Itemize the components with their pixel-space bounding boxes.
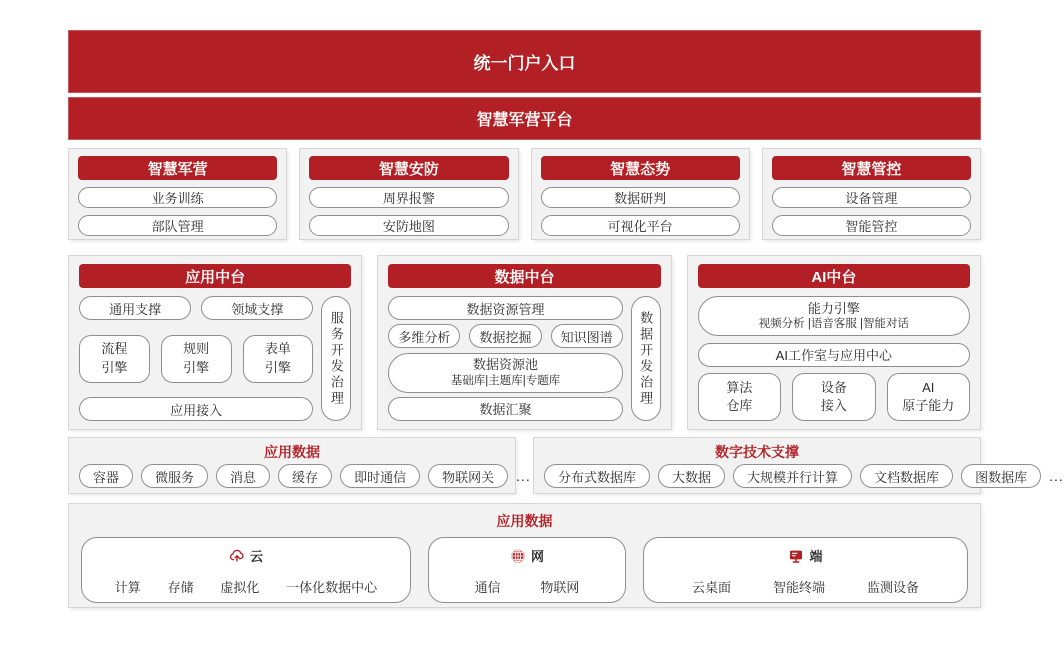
ai-cell-line: AI bbox=[922, 379, 935, 395]
tech-pill: 图数据库 bbox=[961, 464, 1041, 488]
tech-pill: 大规模并行计算 bbox=[733, 464, 852, 488]
section-middleware bbox=[68, 437, 531, 494]
service-governance-pill: 服务开发治理 bbox=[321, 296, 351, 421]
infra-group-label: 云 bbox=[249, 549, 263, 564]
capability-pill: 通用支撑 bbox=[79, 296, 191, 320]
support-row bbox=[68, 437, 1064, 494]
infra-group-label: 端 bbox=[809, 549, 823, 564]
portal-banner-label: 统一门户入口 bbox=[473, 54, 576, 73]
infra-item: 监测设备 bbox=[866, 580, 919, 595]
infra-item: 云桌面 bbox=[691, 580, 731, 595]
ellipsis-label: ... bbox=[1049, 468, 1064, 484]
engine-line: 表单 bbox=[264, 341, 291, 357]
section-smart-camp bbox=[68, 148, 287, 240]
section-title: 应用数据 bbox=[496, 513, 553, 529]
ai-engine-title: 能力引擎 bbox=[807, 300, 860, 316]
section-title: 智慧管控 bbox=[772, 156, 971, 180]
capability-pill: 数据研判 bbox=[541, 187, 740, 208]
section-title: 智慧军营 bbox=[78, 156, 277, 180]
smart-sections-row bbox=[68, 148, 981, 240]
section-title: 智慧态势 bbox=[541, 156, 740, 180]
ai-cell-line: 接入 bbox=[820, 398, 847, 413]
ellipsis-label: ... bbox=[516, 468, 531, 484]
capability-pill: 部队管理 bbox=[78, 215, 277, 236]
capability-pill: 领域支撑 bbox=[201, 296, 313, 320]
capability-pill: 应用接入 bbox=[79, 397, 313, 421]
capability-pill: 安防地图 bbox=[309, 215, 508, 236]
cloud-upload-icon bbox=[229, 548, 245, 564]
section-title: 应用数据 bbox=[264, 444, 320, 460]
data-pool-title: 数据资源池 bbox=[472, 357, 538, 373]
architecture-diagram bbox=[68, 30, 1064, 608]
platforms-row bbox=[68, 255, 981, 430]
infra-item: 物联网 bbox=[540, 580, 580, 595]
tech-pill: 大数据 bbox=[658, 464, 725, 488]
portal-banner bbox=[68, 30, 981, 93]
section-title: AI中台 bbox=[698, 264, 970, 288]
ai-cell-line: 仓库 bbox=[726, 398, 753, 413]
globe-icon bbox=[510, 548, 526, 564]
infra-box-terminal bbox=[643, 537, 968, 603]
ai-cell-box bbox=[792, 373, 875, 421]
data-pool-sub: 基础库|主题库|专题库 bbox=[450, 374, 561, 387]
platform-banner-label: 智慧军营平台 bbox=[476, 112, 573, 129]
section-infrastructure bbox=[68, 503, 981, 608]
middleware-pill: 缓存 bbox=[278, 464, 332, 488]
capability-pill: 可视化平台 bbox=[541, 215, 740, 236]
ai-engine-sub: 视频分析 |语音客服 |智能对话 bbox=[758, 317, 910, 330]
middleware-pill: 容器 bbox=[79, 464, 133, 488]
section-ai-platform bbox=[687, 255, 981, 430]
section-title: 数字技术支撑 bbox=[715, 444, 799, 460]
middleware-pill: 消息 bbox=[216, 464, 270, 488]
tech-pill: 文档数据库 bbox=[860, 464, 953, 488]
section-tech-support bbox=[533, 437, 1064, 494]
ai-cell-line: 算法 bbox=[726, 379, 753, 395]
engine-box bbox=[243, 335, 314, 383]
data-pool-pill bbox=[388, 353, 622, 393]
middleware-pill: 物联网关 bbox=[428, 464, 508, 488]
infra-group-label: 网 bbox=[530, 549, 544, 564]
infra-box-cloud bbox=[81, 537, 411, 603]
tech-pill: 分布式数据库 bbox=[544, 464, 650, 488]
ai-cell-box bbox=[698, 373, 781, 421]
section-smart-control bbox=[762, 148, 981, 240]
ai-cell-box bbox=[887, 373, 970, 421]
infra-item: 存储 bbox=[167, 580, 194, 595]
engine-line: 引擎 bbox=[101, 359, 128, 375]
platform-banner bbox=[68, 97, 981, 140]
section-title: 智慧安防 bbox=[309, 156, 508, 180]
engine-box bbox=[79, 335, 150, 383]
section-app-platform bbox=[68, 255, 362, 430]
capability-pill: 业务训练 bbox=[78, 187, 277, 208]
engine-box bbox=[161, 335, 232, 383]
section-smart-security bbox=[299, 148, 518, 240]
capability-pill: 设备管理 bbox=[772, 187, 971, 208]
capability-pill: 数据资源管理 bbox=[388, 296, 622, 320]
capability-pill: 智能管控 bbox=[772, 215, 971, 236]
ai-engine-pill bbox=[698, 296, 970, 336]
data-governance-pill: 数据开发治理 bbox=[631, 296, 661, 421]
capability-pill: AI工作室与应用中心 bbox=[698, 343, 970, 367]
middleware-pill: 即时通信 bbox=[340, 464, 420, 488]
infra-item: 计算 bbox=[114, 580, 141, 595]
capability-pill: 数据汇聚 bbox=[388, 397, 622, 421]
section-data-platform bbox=[377, 255, 671, 430]
capability-pill: 数据挖掘 bbox=[469, 324, 541, 348]
section-smart-situation bbox=[531, 148, 750, 240]
capability-pill: 周界报警 bbox=[309, 187, 508, 208]
monitor-icon bbox=[788, 548, 804, 564]
ai-cell-line: 原子能力 bbox=[902, 398, 955, 413]
capability-pill: 多维分析 bbox=[388, 324, 460, 348]
engine-line: 流程 bbox=[101, 341, 128, 357]
infra-item: 智能终端 bbox=[772, 580, 825, 595]
infra-item: 一体化数据中心 bbox=[286, 580, 378, 595]
infra-item: 虚拟化 bbox=[220, 580, 260, 595]
engine-line: 规则 bbox=[183, 341, 210, 357]
infra-box-network bbox=[428, 537, 626, 603]
capability-pill: 知识图谱 bbox=[551, 324, 623, 348]
section-title: 应用中台 bbox=[79, 264, 351, 288]
infra-item: 通信 bbox=[474, 580, 501, 595]
section-title: 数据中台 bbox=[388, 264, 660, 288]
ai-cell-line: 设备 bbox=[820, 379, 847, 395]
engine-line: 引擎 bbox=[183, 359, 210, 375]
engine-line: 引擎 bbox=[264, 359, 291, 375]
middleware-pill: 微服务 bbox=[141, 464, 208, 488]
